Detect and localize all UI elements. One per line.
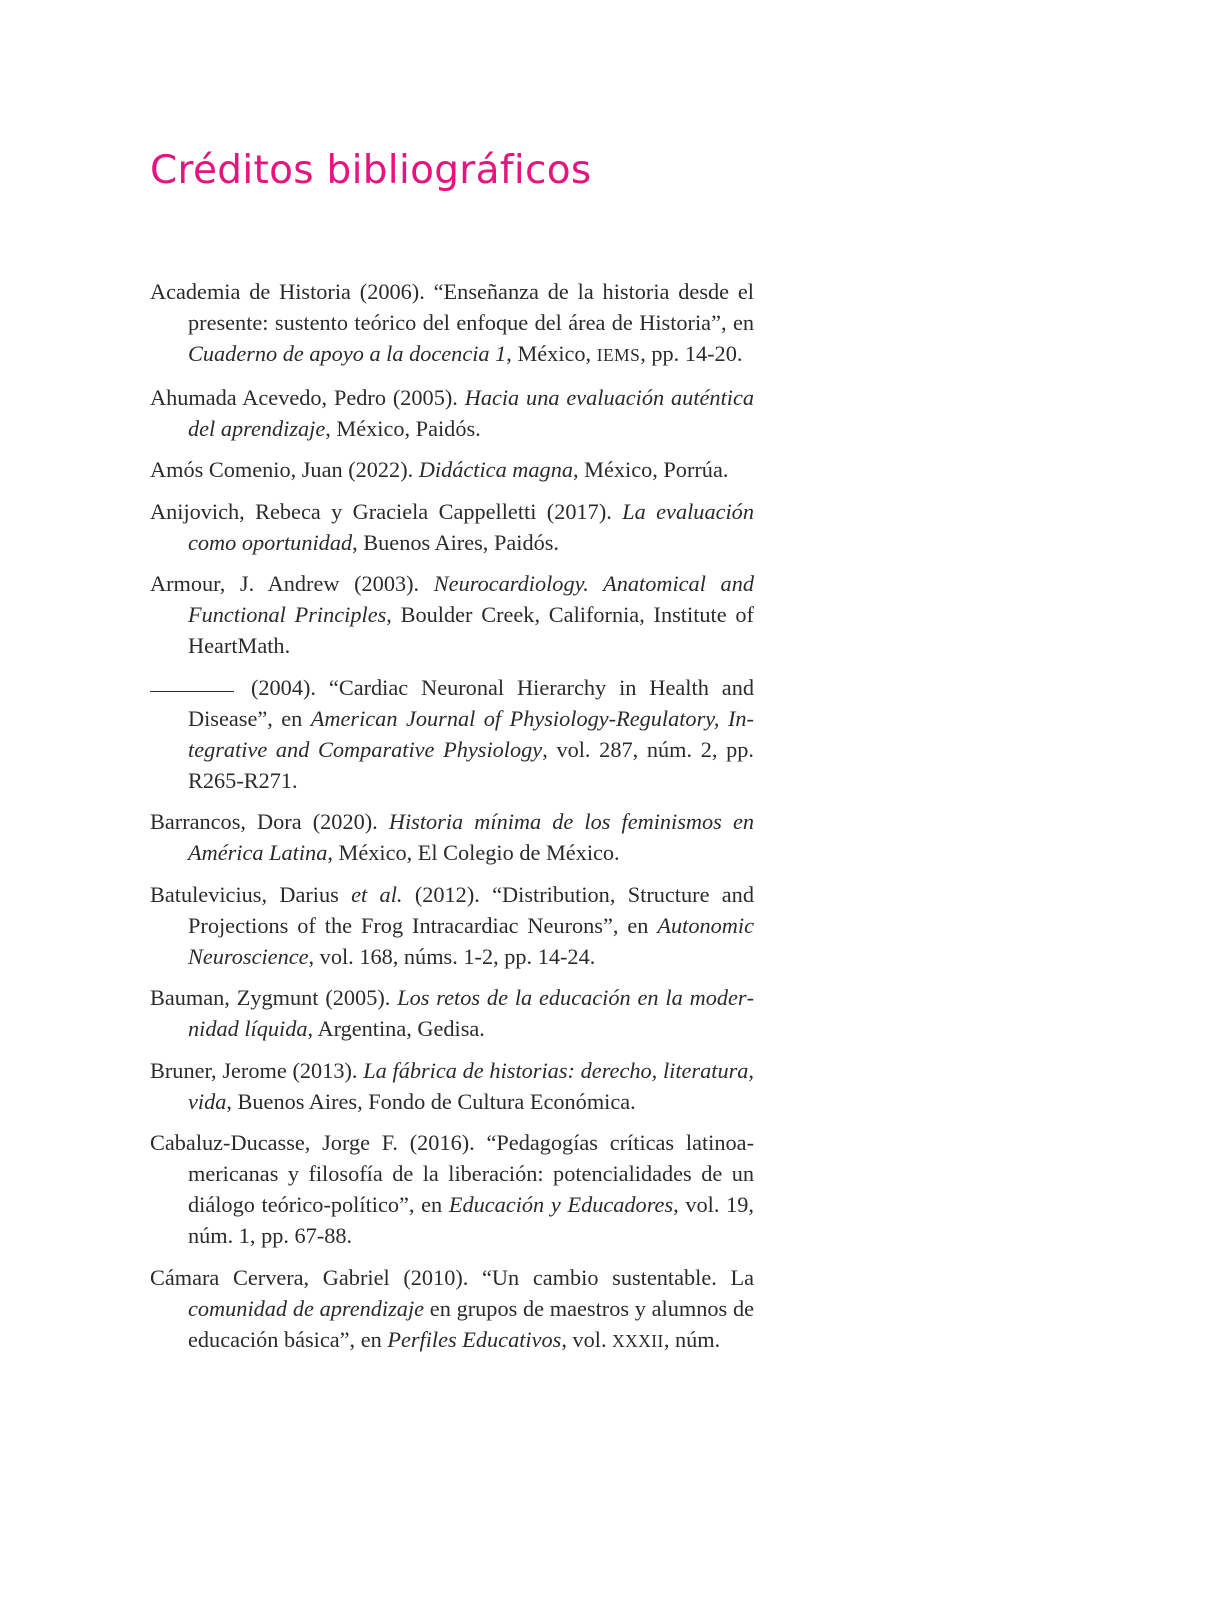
- entry-text: Cámara Cervera, Gabriel (2010). “Un cambio sustentable. La: [150, 1264, 754, 1290]
- entry-text: Batulevicius, Darius: [150, 881, 352, 907]
- bib-entry: [150, 496, 754, 558]
- bib-entry: [150, 672, 754, 796]
- entry-title: Historia mínima de los feminismos en América Latina: [188, 809, 754, 865]
- entry-text: , Buenos Aires, Paidós.: [352, 529, 559, 555]
- bib-entry: [150, 382, 754, 444]
- entry-title: Perfiles Educativos: [387, 1326, 562, 1352]
- entry-text: , pp. 14-20.: [640, 341, 743, 366]
- entry-text: , Boulder Creek, California, Institute of HeartMath.: [188, 602, 754, 658]
- entry-title: La fábrica de historias: derecho, literatura, vida: [188, 1057, 754, 1114]
- entry-text: en grupos de maestros y alumnos de educación básica”, en: [188, 1295, 754, 1352]
- bibliography-list: [150, 276, 754, 1367]
- entry-text: , Argentina, Gedisa.: [307, 1016, 485, 1041]
- entry-text: , vol. 19, núm. 1, pp. 67-88.: [188, 1192, 754, 1248]
- entry-text: Anijovich, Rebeca y Graciela Cappelletti (2017).: [150, 498, 623, 524]
- entry-text: Bruner, Jerome (2013).: [150, 1057, 364, 1083]
- entry-title: Neurocardiology. Anatomical and Functional Principles: [188, 571, 754, 627]
- entry-text: Academia de Historia (2006). “Enseñanza de la historia desde el presente: sustento teórico del enfoque del área de Historia”, en: [150, 279, 754, 335]
- entry-title: et al.: [351, 881, 403, 907]
- entry-title: Hacia una evaluación auténtica del aprendizaje: [188, 384, 754, 441]
- bib-entry: [150, 1055, 754, 1117]
- entry-text: , vol. 287, núm. 2, pp. R265-R271.: [188, 736, 755, 793]
- entry-text: , México,: [506, 341, 597, 366]
- entry-title: American Journal of Physiology-Regulatory, Integrative and Comparative Physiology: [188, 705, 754, 762]
- entry-text: , México, Paidós.: [325, 415, 481, 441]
- same-author-rule: [150, 690, 234, 692]
- entry-text: , México, El Colegio de México.: [327, 840, 620, 865]
- bib-entry: [150, 806, 754, 868]
- entry-text: , Buenos Aires, Fondo de Cultura Económica.: [226, 1088, 636, 1114]
- entry-title: Los retos de la educación en la modernidad líquida: [188, 985, 755, 1041]
- entry-text: , vol.: [561, 1326, 613, 1352]
- entry-text: Bauman, Zygmunt (2005).: [150, 985, 398, 1010]
- entry-text: Cabaluz-Ducasse, Jorge F. (2016). “Pedagogías críticas latinoamericanas y filosofía de la liberación: potencialidades de un diálogo teórico-político”, en: [150, 1130, 754, 1217]
- entry-text: (2012). “Distribution, Structure and Projections of the Frog Intracardiac Neurons”, en: [188, 881, 754, 938]
- entry-text: , núm.: [663, 1326, 721, 1352]
- entry-text: XXXII: [612, 1331, 664, 1351]
- bib-entry: [150, 1262, 754, 1357]
- bib-entry: [150, 276, 754, 371]
- entry-title: Autonomic Neuroscience: [188, 912, 754, 969]
- entry-text: (2004). “Cardiac Neuronal Hierarchy in Health and Disease”, en: [188, 674, 754, 731]
- entry-text: Ahumada Acevedo, Pedro (2005).: [150, 384, 465, 410]
- entry-text: Barrancos, Dora (2020).: [150, 809, 389, 834]
- bib-entry: [150, 454, 754, 485]
- entry-title: Didáctica magna: [418, 457, 573, 482]
- entry-text: IEMS: [596, 346, 641, 365]
- bib-entry: [150, 1127, 754, 1251]
- entry-title: Cuaderno de apoyo a la docencia 1: [188, 341, 507, 366]
- bib-entry: [150, 982, 754, 1044]
- bib-entry: [150, 568, 754, 661]
- entry-text: , vol. 168, núms. 1-2, pp. 14-24.: [308, 943, 596, 969]
- entry-text: Amós Comenio, Juan (2022).: [150, 457, 419, 482]
- entry-title: comunidad de aprendizaje: [188, 1295, 425, 1321]
- entry-title: La evaluación como oportunidad: [188, 498, 754, 555]
- entry-text: , México, Porrúa.: [573, 457, 729, 482]
- bib-entry: [150, 879, 754, 972]
- entry-text: Armour, J. Andrew (2003).: [150, 571, 434, 596]
- page-title: Créditos bibliográficos: [150, 148, 592, 193]
- entry-title: Educación y Educadores: [448, 1192, 674, 1217]
